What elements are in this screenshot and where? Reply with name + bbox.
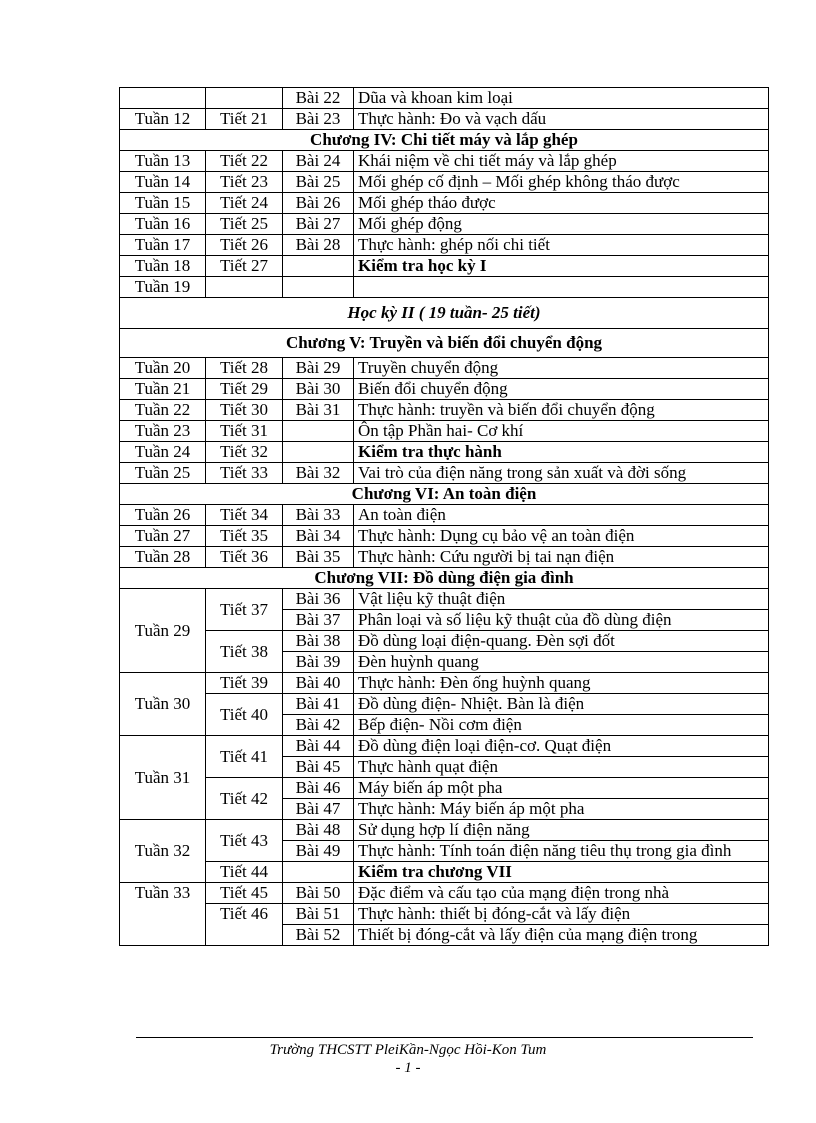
period-cell: Tiết 22 [206,151,283,172]
week-cell: Tuần 16 [120,214,206,235]
content-cell: Đồ dùng điện loại điện-cơ. Quạt điện [354,736,769,757]
period-cell: Tiết 40 [206,694,283,736]
footer-school: Trường THCSTT PleiKần-Ngọc Hồi-Kon Tum [269,1042,547,1058]
lesson-cell: Bài 52 [283,925,354,946]
period-cell: Tiết 44 [206,862,283,883]
table-row [120,883,769,904]
content-cell: Truyền chuyển động [354,358,769,379]
chapter-5-title: Chương V: Truyền và biến đổi chuyển động [120,329,769,358]
period-cell: Tiết 30 [206,400,283,421]
week-cell: Tuần 26 [120,505,206,526]
table-row [120,235,769,256]
chapter-4-title: Chương IV: Chi tiết máy và lắp ghép [120,130,769,151]
content-cell: Kiểm tra học kỳ I [354,256,769,277]
week-cell [120,88,206,109]
content-cell: Khái niệm về chi tiết máy và lắp ghép [354,151,769,172]
period-cell: Tiết 36 [206,547,283,568]
lesson-cell: Bài 30 [283,379,354,400]
week-cell: Tuần 18 [120,256,206,277]
lesson-cell: Bài 38 [283,631,354,652]
week-cell: Tuần 20 [120,358,206,379]
content-cell: Máy biến áp một pha [354,778,769,799]
period-cell: Tiết 28 [206,358,283,379]
lesson-cell: Bài 35 [283,547,354,568]
table-row [120,463,769,484]
content-cell: Thực hành: thiết bị đóng-cắt và lấy điện [354,904,769,925]
period-cell [206,88,283,109]
content-cell: Kiểm tra chương VII [354,862,769,883]
lesson-cell [283,862,354,883]
week-cell: Tuần 29 [120,589,206,673]
period-cell [206,277,283,298]
lesson-cell: Bài 33 [283,505,354,526]
content-cell: Mối ghép tháo được [354,193,769,214]
chapter-6-title: Chương VI: An toàn điện [120,484,769,505]
table-row [120,88,769,109]
table-row [120,193,769,214]
table-row [120,109,769,130]
content-cell: Đồ dùng điện- Nhiệt. Bàn là điện [354,694,769,715]
content-cell [354,277,769,298]
content-cell: Kiểm tra thực hành [354,442,769,463]
lesson-cell [283,421,354,442]
week-cell: Tuần 12 [120,109,206,130]
period-cell: Tiết 46 [206,904,283,946]
week-cell: Tuần 30 [120,673,206,736]
week-cell: Tuần 27 [120,526,206,547]
table-row [120,904,769,925]
content-cell: Thực hành: Tính toán điện năng tiêu thụ trong gia đình [354,841,769,862]
lesson-cell: Bài 51 [283,904,354,925]
content-cell: Mối ghép cố định – Mối ghép không tháo được [354,172,769,193]
lesson-cell: Bài 22 [283,88,354,109]
table-row [120,214,769,235]
period-cell: Tiết 25 [206,214,283,235]
lesson-cell: Bài 37 [283,610,354,631]
table-row [120,631,769,652]
lesson-cell: Bài 24 [283,151,354,172]
table-row [120,172,769,193]
table-row [120,421,769,442]
lesson-cell: Bài 50 [283,883,354,904]
lesson-cell: Bài 32 [283,463,354,484]
curriculum-table [119,87,769,946]
lesson-cell: Bài 34 [283,526,354,547]
content-cell: Bếp điện- Nồi cơm điện [354,715,769,736]
week-cell: Tuần 14 [120,172,206,193]
week-cell: Tuần 22 [120,400,206,421]
content-cell: Thực hành: truyền và biến đổi chuyển động [354,400,769,421]
content-cell: Biến đổi chuyển động [354,379,769,400]
week-cell: Tuần 15 [120,193,206,214]
week-cell: Tuần 24 [120,442,206,463]
week-cell: Tuần 28 [120,547,206,568]
content-cell: Thực hành quạt điện [354,757,769,778]
table-row [120,820,769,841]
period-cell: Tiết 26 [206,235,283,256]
period-cell: Tiết 24 [206,193,283,214]
table-row [120,778,769,799]
semester-2-title: Học kỳ II ( 19 tuần- 25 tiết) [120,298,769,329]
content-cell: Thực hành: Máy biến áp một pha [354,799,769,820]
lesson-cell: Bài 23 [283,109,354,130]
week-cell: Tuần 17 [120,235,206,256]
period-cell: Tiết 35 [206,526,283,547]
content-cell: Vật liệu kỹ thuật điện [354,589,769,610]
content-cell: Thực hành: Đo và vạch dấu [354,109,769,130]
footer-divider [136,1037,753,1038]
chapter-heading [120,484,769,505]
table-row [120,589,769,610]
content-cell: Thực hành: Cứu người bị tai nạn điện [354,547,769,568]
content-cell: Mối ghép động [354,214,769,235]
week-cell: Tuần 33 [120,883,206,946]
content-cell: Thiết bị đóng-cắt và lấy điện của mạng điện trong [354,925,769,946]
table-row [120,736,769,757]
lesson-cell: Bài 26 [283,193,354,214]
table-row [120,400,769,421]
week-cell: Tuần 19 [120,277,206,298]
period-cell: Tiết 23 [206,172,283,193]
period-cell: Tiết 43 [206,820,283,862]
lesson-cell: Bài 25 [283,172,354,193]
content-cell: Đèn huỳnh quang [354,652,769,673]
lesson-cell: Bài 39 [283,652,354,673]
content-cell: Thực hành: ghép nối chi tiết [354,235,769,256]
week-cell: Tuần 25 [120,463,206,484]
period-cell: Tiết 33 [206,463,283,484]
lesson-cell: Bài 28 [283,235,354,256]
chapter-7-title: Chương VII: Đồ dùng điện gia đình [120,568,769,589]
page-number: - 1 - [395,1060,421,1076]
period-cell: Tiết 29 [206,379,283,400]
lesson-cell: Bài 29 [283,358,354,379]
content-cell: Ôn tập Phần hai- Cơ khí [354,421,769,442]
table-row [120,256,769,277]
table-row [120,277,769,298]
period-cell: Tiết 31 [206,421,283,442]
week-cell: Tuần 13 [120,151,206,172]
table-row [120,358,769,379]
table-row [120,862,769,883]
content-cell: Thực hành: Dụng cụ bảo vệ an toàn điện [354,526,769,547]
week-cell: Tuần 31 [120,736,206,820]
period-cell: Tiết 42 [206,778,283,820]
content-cell: Dũa và khoan kim loại [354,88,769,109]
period-cell: Tiết 38 [206,631,283,673]
lesson-cell: Bài 48 [283,820,354,841]
lesson-cell [283,442,354,463]
semester-heading [120,298,769,329]
lesson-cell: Bài 42 [283,715,354,736]
period-cell: Tiết 45 [206,883,283,904]
table-row [120,547,769,568]
chapter-heading [120,130,769,151]
week-cell: Tuần 21 [120,379,206,400]
content-cell: An toàn điện [354,505,769,526]
table-row [120,442,769,463]
lesson-cell: Bài 49 [283,841,354,862]
content-cell: Phân loại và số liệu kỹ thuật của đồ dùng điện [354,610,769,631]
lesson-cell: Bài 31 [283,400,354,421]
lesson-cell: Bài 47 [283,799,354,820]
content-cell: Đặc điểm và cấu tạo của mạng điện trong nhà [354,883,769,904]
content-cell: Sử dụng hợp lí điện năng [354,820,769,841]
week-cell: Tuần 23 [120,421,206,442]
lesson-cell: Bài 36 [283,589,354,610]
period-cell: Tiết 41 [206,736,283,778]
chapter-heading [120,329,769,358]
lesson-cell: Bài 27 [283,214,354,235]
table-row [120,151,769,172]
chapter-heading [120,568,769,589]
table-row [120,673,769,694]
lesson-cell: Bài 46 [283,778,354,799]
content-cell: Vai trò của điện năng trong sản xuất và đời sống [354,463,769,484]
lesson-cell: Bài 41 [283,694,354,715]
lesson-cell: Bài 45 [283,757,354,778]
week-cell: Tuần 32 [120,820,206,883]
content-cell: Đồ dùng loại điện-quang. Đèn sợi đốt [354,631,769,652]
period-cell: Tiết 21 [206,109,283,130]
lesson-cell [283,256,354,277]
table-row [120,505,769,526]
lesson-cell [283,277,354,298]
table-row [120,694,769,715]
period-cell: Tiết 39 [206,673,283,694]
period-cell: Tiết 34 [206,505,283,526]
period-cell: Tiết 32 [206,442,283,463]
period-cell: Tiết 37 [206,589,283,631]
period-cell: Tiết 27 [206,256,283,277]
table-row [120,379,769,400]
table-row [120,526,769,547]
lesson-cell: Bài 40 [283,673,354,694]
content-cell: Thực hành: Đèn ống huỳnh quang [354,673,769,694]
lesson-cell: Bài 44 [283,736,354,757]
